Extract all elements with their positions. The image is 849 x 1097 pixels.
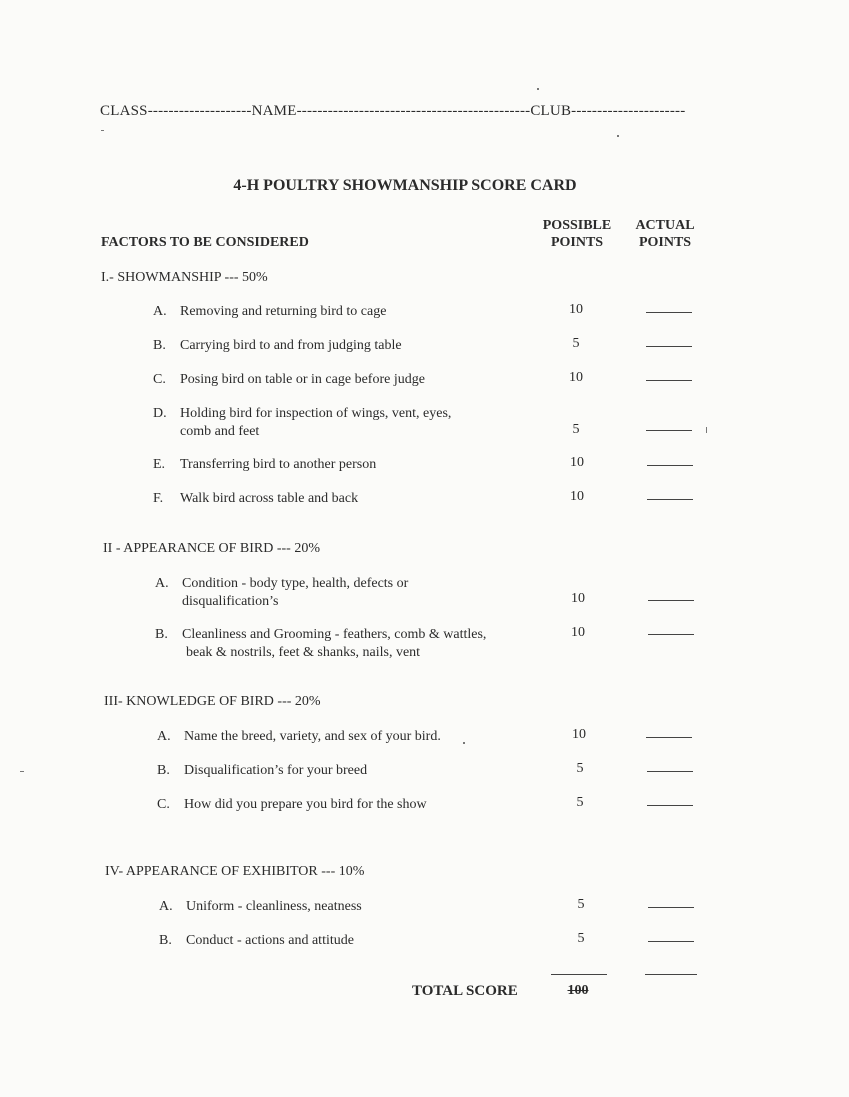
actual-total-blank[interactable]	[645, 974, 697, 975]
factors-heading: FACTORS TO BE CONSIDERED	[101, 235, 309, 250]
scan-speck	[20, 771, 24, 772]
scan-speck	[706, 427, 707, 433]
class-blank: --------------------	[147, 103, 252, 119]
possible-points: 10	[570, 455, 584, 470]
item-text: Condition - body type, health, defects or	[182, 576, 409, 591]
actual-heading-line1: ACTUAL	[635, 218, 695, 233]
class-label: CLASS	[100, 103, 148, 119]
possible-heading-line2: POINTS	[550, 235, 604, 250]
item-letter: F.	[153, 491, 164, 506]
item-letter: E.	[153, 457, 166, 472]
actual-points-blank[interactable]	[648, 907, 694, 908]
list-item	[153, 456, 376, 474]
item-letter: D.	[153, 406, 167, 421]
list-item	[155, 626, 486, 662]
actual-points-blank[interactable]	[647, 805, 693, 806]
actual-points-blank[interactable]	[646, 430, 692, 431]
item-letter: B.	[159, 933, 172, 948]
item-text: Walk bird across table and back	[180, 491, 359, 506]
actual-points-blank[interactable]	[647, 465, 693, 466]
item-letter: C.	[153, 372, 166, 387]
item-letter: B.	[153, 338, 166, 353]
possible-points: 10	[569, 302, 583, 317]
item-text: Holding bird for inspection of wings, vent, eyes,	[180, 406, 452, 421]
possible-points: 5	[572, 336, 580, 351]
list-item	[153, 371, 425, 389]
item-letter: A.	[155, 576, 169, 591]
item-text: Carrying bird to and from judging table	[180, 338, 402, 353]
actual-points-blank[interactable]	[646, 312, 692, 313]
item-letter: A.	[153, 304, 167, 319]
page-title: 4-H POULTRY SHOWMANSHIP SCORE CARD	[233, 177, 577, 194]
possible-heading-line1: POSSIBLE	[542, 218, 612, 233]
item-text: Transferring bird to another person	[180, 457, 377, 472]
section-heading-showmanship: I.- SHOWMANSHIP --- 50%	[101, 270, 268, 285]
item-text: Uniform - cleanliness, neatness	[186, 899, 362, 914]
actual-heading-line2: POINTS	[638, 235, 692, 250]
list-item	[153, 490, 358, 508]
item-text-continued: disqualification’s	[182, 594, 279, 609]
item-text-continued: comb and feet	[180, 424, 260, 439]
item-text: Name the breed, variety, and sex of your bird.	[184, 729, 441, 744]
actual-points-heading	[628, 217, 702, 251]
list-item	[157, 728, 441, 746]
possible-points: 10	[571, 625, 585, 640]
possible-points: 5	[572, 422, 580, 437]
list-item	[159, 932, 354, 950]
item-text: Posing bird on table or in cage before judge	[180, 372, 425, 387]
list-item	[157, 762, 367, 780]
actual-points-blank[interactable]	[648, 941, 694, 942]
scan-speck	[463, 742, 465, 744]
item-text-continued: beak & nostrils, feet & shanks, nails, vent	[186, 645, 421, 660]
actual-points-blank[interactable]	[646, 737, 692, 738]
possible-points: 10	[570, 489, 584, 504]
list-item	[157, 796, 427, 814]
club-blank: ----------------------	[571, 103, 686, 119]
actual-points-blank[interactable]	[648, 600, 694, 601]
total-score-label: TOTAL SCORE	[412, 983, 518, 999]
section-heading-knowledge-of-bird: III- KNOWLEDGE OF BIRD --- 20%	[104, 694, 321, 709]
item-letter: B.	[157, 763, 170, 778]
list-item	[153, 405, 451, 441]
total-score-value: 100	[567, 983, 589, 998]
section-heading-appearance-of-bird: II - APPEARANCE OF BIRD --- 20%	[103, 541, 320, 556]
list-item	[153, 337, 402, 355]
item-letter: B.	[155, 627, 168, 642]
item-text: Disqualification’s for your breed	[184, 763, 368, 778]
item-letter: A.	[157, 729, 171, 744]
possible-points: 10	[572, 727, 586, 742]
list-item	[155, 575, 408, 611]
actual-points-blank[interactable]	[647, 771, 693, 772]
scan-speck	[617, 135, 619, 137]
item-text: Cleanliness and Grooming - feathers, comb & wattles,	[182, 627, 487, 642]
possible-points-heading	[537, 217, 617, 251]
actual-points-blank[interactable]	[647, 499, 693, 500]
possible-points: 5	[577, 931, 585, 946]
possible-points: 5	[576, 795, 584, 810]
club-label: CLUB	[530, 103, 572, 119]
possible-points: 10	[569, 370, 583, 385]
item-text: Conduct - actions and attitude	[186, 933, 354, 948]
possible-points: 5	[577, 897, 585, 912]
actual-points-blank[interactable]	[646, 346, 692, 347]
actual-points-blank[interactable]	[648, 634, 694, 635]
scan-speck	[101, 130, 104, 131]
possible-total-rule	[551, 974, 607, 975]
name-blank: ---------------------------------------------	[296, 103, 531, 119]
possible-points: 10	[571, 591, 585, 606]
item-letter: C.	[157, 797, 170, 812]
name-label: NAME	[251, 103, 297, 119]
scan-speck	[537, 88, 539, 90]
section-heading-appearance-of-exhibitor: IV- APPEARANCE OF EXHIBITOR --- 10%	[105, 864, 365, 879]
list-item	[153, 303, 386, 321]
item-letter: A.	[159, 899, 173, 914]
item-text: How did you prepare you bird for the show	[184, 797, 427, 812]
list-item	[159, 898, 362, 916]
actual-points-blank[interactable]	[646, 380, 692, 381]
possible-points: 5	[576, 761, 584, 776]
class-field[interactable]	[100, 103, 685, 120]
item-text: Removing and returning bird to cage	[180, 304, 387, 319]
